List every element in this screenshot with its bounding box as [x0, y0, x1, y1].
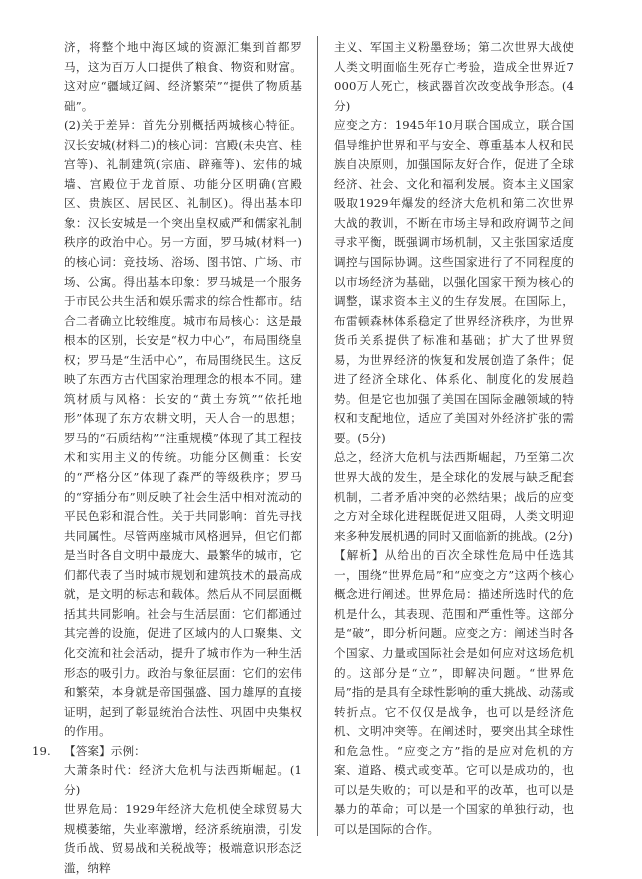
- right-column: [334, 38, 574, 839]
- answer-paragraph-2: 世界危局：1929年经济大危机使全球贸易大规模萎缩，失业率激增，经济系统崩溃，引发货币战、贸易战和关税战等；极端意识形态泛滥，纳粹: [64, 802, 302, 875]
- left-paragraph-1: 济，将整个地中海区域的资源汇集到首都罗马，这为百万人口提供了粮食、物资和财富。这对应“疆域辽阔、经济繁荣”“提供了物质基础”。: [64, 40, 302, 113]
- left-paragraph-2: (2)关于差异：首先分别概括两城核心特征。汉长安城(材料二)的核心词：宫殿(未央宫、桂宫等)、礼制建筑(宗庙、辟雍等)、宏伟的城墙、宫殿位于龙首原、功能分区明确(宫殿区、贵族区、居民区、礼制区)。得出基本印象：汉长安城是一个突出皇权威严和儒家礼制秩序的政治中心。另一方面，罗马城(材料一)的核心词：竞技场、浴场、图书馆、广场、市场、公寓。得出基本印象：罗马城是一个服务于市民公共生活和娱乐需求的综合性都市。结合二者确立比较维度。城市布局核心：这是最根本的区别，长安是“权力中心”，布局围绕皇权；罗马是“生活中心”，布局围绕民生。这反映了东西方古代国家治理理念的根本不同。建筑材质与风格：长安的“黄土夯筑”“依托地形”体现了东方农耕文明，天人合一的思想；罗马的“石质结构”“注重规模”体现了其工程技术和实用主义的传统。功能分区侧重：长安的“严格分区”体现了森严的等级秩序；罗马的“穿插分布”则反映了社会生活中相对流动的平民色彩和混合性。关于共同影响：首先寻找共同属性。尽管两座城市风格迥异，但它们都是当时各自文明中最庞大、最繁华的城市，它们都代表了当时城市规划和建筑技术的最高成就，是文明的标志和载体。然后从不同层面概括其共同影响。社会与生活层面：它们都通过其完善的设施，促进了区域内的人口聚集、文化交流和社会活动，提升了城市作为一种生活形态的吸引力。政治与象征层面：它们的宏伟和繁荣，本身就是帝国强盛、国力雄厚的直接证明，起到了彰显统治合法性、巩固中央集权的作用。: [64, 118, 302, 739]
- question-number: 19.: [32, 743, 51, 758]
- answer-heading: 【答案】示例：: [64, 743, 146, 758]
- column-divider: [317, 36, 318, 836]
- right-paragraph-3: 总之，经济大危机与法西斯崛起，乃至第二次世界大战的发生，是全球化的发展与缺乏配套机制，二者矛盾冲突的必然结果；战后的应变之方对全球化进程既促进又阻碍，人类文明迎来多种发展机遇的同时又面临新的挑战。(2分): [334, 450, 574, 543]
- right-paragraph-2: 应变之方：1945年10月联合国成立，联合国倡导维护世界和平与安全、尊重基本人权和民族自决原则，加强国际友好合作，促进了全球经济、社会、文化和福利发展。资本主义国家吸取1929年爆发的经济大危机和第二次世界大战的教训，不断在市场主导和政府调节之间寻求平衡，既强调市场机制，又主张国家适度调控与国际协调。这些国家进行了不同程度的以市场经济为基础，以强化国家干预为核心的调整，谋求资本主义的生存发展。在国际上，布雷顿森林体系稳定了世界经济秩序，为世界货币关系提供了标准和基础；扩大了世界贸易，为世界经济的恢复和发展创造了条件；促进了经济全球化、体系化、制度化的发展趋势。但是它也加强了美国在国际金融领域的特权和支配地位，适应了美国对外经济扩张的需要。(5分): [334, 118, 574, 445]
- answer-paragraph-1: 大萧条时代：经济大危机与法西斯崛起。(1分): [64, 763, 302, 797]
- left-column: [32, 38, 302, 879]
- question-19: [32, 742, 302, 879]
- right-paragraph-1: 主义、军国主义粉墨登场；第二次世界大战使人类文明面临生死存亡考验，造成全世界近7 000万人死亡，核武器首次改变战争形态。(4分): [334, 40, 574, 113]
- analysis-paragraph: 【解析】从给出的百次全球性危局中任选其一，围绕“世界危局”和“应变之方”这两个核心概念进行阐述。世界危局：描述所选时代的危机是什么，其表现、范围和严重性等。这部分是“破”，即分析问题。应变之方：阐述当时各个国家、力量或国际社会是如何应对这场危机的。这部分是“立”，即解决问题。“世界危局”指的是具有全球性影响的重大挑战、动荡或转折点。它不仅仅是战争，也可以是经济危机、文明冲突等。在阐述时，要突出其全球性和危急性。“应变之方”指的是应对危机的方案、道路、模式或变革。它可以是成功的，也可以是失败的；可以是和平的改革，也可以是暴力的革命；可以是一个国家的单独行动，也可以是国际的合作。: [334, 548, 574, 836]
